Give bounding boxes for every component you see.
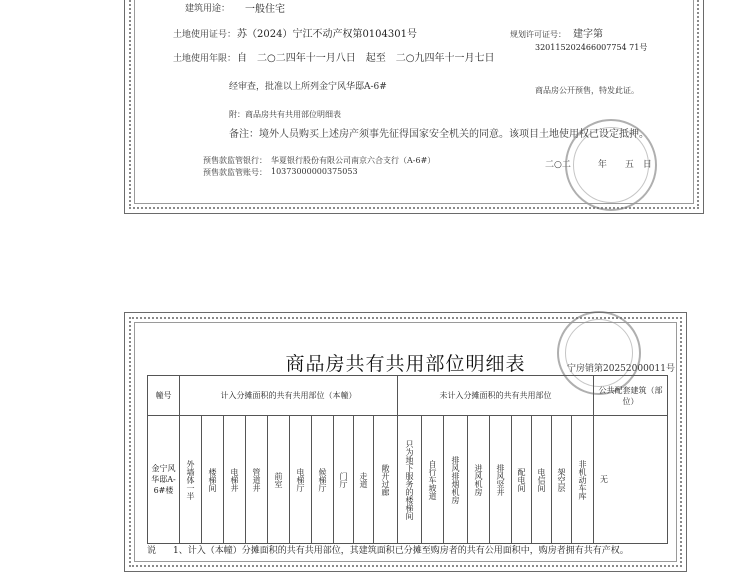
land-cert-value: 苏（2024）宁江不动产权第0104301号 — [237, 29, 417, 40]
included-item: 敞开过廊 — [374, 416, 398, 544]
presale-certificate — [124, 0, 704, 214]
planning-permit-label: 规划许可证号： — [510, 30, 566, 39]
public-group-header: 公共配套建筑（部位） — [594, 376, 668, 416]
included-item: 走道 — [354, 416, 374, 544]
approval-tail: 商品房公开预售，特发此证。 — [535, 86, 639, 95]
excluded-item: 进风机房 — [468, 416, 490, 544]
sheet-title: 商品房共有共用部位明细表 — [285, 353, 526, 375]
building-name-cell: 金宁风华邸A-6#楼 — [148, 416, 180, 544]
public-value-cell: 无 — [594, 416, 668, 544]
land-term-label: 土地使用年限： — [173, 54, 237, 64]
excluded-item: 配电间 — [512, 416, 532, 544]
bank-value: 华夏银行股份有限公司南京六合支行（A-6#） — [271, 156, 436, 165]
account-label: 预售款监管账号： — [203, 168, 267, 177]
building-use-label: 建筑用途： — [185, 4, 231, 14]
official-seal-2 — [557, 311, 641, 395]
shared-parts-sheet — [124, 312, 687, 572]
included-item: 候梯厅 — [312, 416, 334, 544]
shared-parts-table — [147, 375, 668, 544]
excluded-item: 排风竖井 — [490, 416, 512, 544]
col-building-header: 幢号 — [148, 376, 180, 416]
excluded-group-header: 未计入分摊面积的共有共用部位 — [398, 376, 594, 416]
included-item: 楼梯间 — [202, 416, 224, 544]
notes-label: 说 — [147, 546, 157, 556]
sales-cert-number: 宁房销第20252000011号 — [567, 364, 675, 374]
note-1: 1、计入（本幢）分摊面积的共有共用部位，其建筑面积已分摊至购房者的共有公用面积中，购房者拥有共有产权。 — [173, 546, 629, 556]
planning-permit-value: 建字第 — [573, 29, 603, 40]
excluded-item: 架空层 — [552, 416, 572, 544]
attachment-line: 附：商品房共有共用部位明细表 — [229, 110, 341, 119]
excluded-item: 只为地下服务的楼梯间 — [398, 416, 422, 544]
bank-label: 预售款监管银行： — [203, 156, 267, 165]
official-seal — [565, 119, 657, 211]
land-cert-label: 土地使用证号： — [173, 30, 237, 40]
included-item: 电梯厅 — [290, 416, 312, 544]
excluded-item: 非机动车库 — [572, 416, 594, 544]
remark-line: 备注：境外人员购买上述房产须事先征得国家安全机关的同意。该项目土地使用权已设定抵押。 — [229, 129, 649, 140]
included-item: 电梯井 — [224, 416, 246, 544]
included-item: 管道井 — [246, 416, 268, 544]
included-item: 外墙体一半 — [180, 416, 202, 544]
included-item: 门厅 — [334, 416, 354, 544]
excluded-item: 电信间 — [532, 416, 552, 544]
included-group-header: 计入分摊面积的共有共用部位（本幢） — [180, 376, 398, 416]
land-term-value: 自 二○二四年十一月八日 起至 二○九四年十一月七日 — [237, 53, 495, 64]
planning-permit-number: 320115202466007754 71号 — [535, 43, 648, 52]
building-use-value: 一般住宅 — [245, 4, 285, 15]
included-item: 前室 — [268, 416, 290, 544]
excluded-item: 自行车坡道 — [422, 416, 444, 544]
account-value: 10373000000375053 — [271, 167, 358, 176]
excluded-item: 排风排烟机房 — [444, 416, 468, 544]
issue-date: 二○二 年 五 日 — [545, 160, 652, 170]
approval-text: 经审查，批准以上所列金宁风华邸A-6# — [229, 82, 387, 92]
